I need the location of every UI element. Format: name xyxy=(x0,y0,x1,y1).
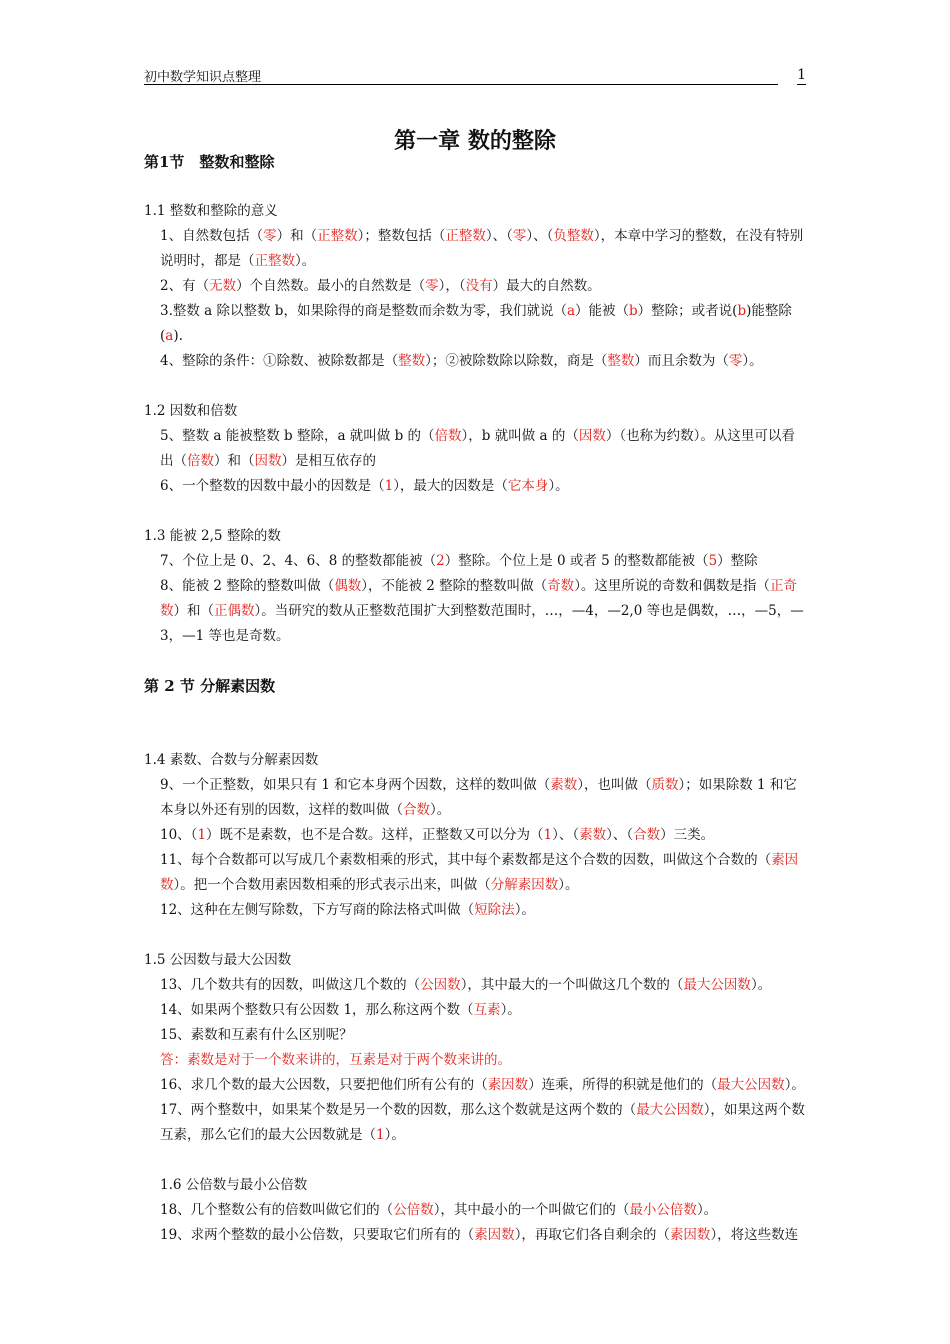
header-rule xyxy=(144,84,778,85)
answer-highlight: 正整数 xyxy=(317,228,358,244)
answer-highlight: 公因数 xyxy=(420,977,461,993)
text-run: ）。 xyxy=(558,877,579,893)
paragraph xyxy=(144,574,808,649)
text-run: 7、个位上是 0、2、4、6、8 的整数都能被（ xyxy=(160,553,437,569)
text-run: ）。 xyxy=(295,253,316,269)
subsection-title: 1.5 公因数与最大公因数 xyxy=(144,952,292,968)
text-run: ）。这里所说的奇数和偶数是指（ xyxy=(574,578,770,594)
text-run: 3.整数 a 除以整数 b，如果除得的商是整数而余数为零，我们就说（ xyxy=(160,303,567,319)
paragraph xyxy=(144,998,808,1023)
text-run: ）既不是素数，也不是合数。这样，正整数又可以分为（ xyxy=(206,827,544,843)
text-run: ），b 就叫做 a 的（ xyxy=(461,428,579,444)
spacer xyxy=(144,723,808,748)
paragraph xyxy=(144,898,808,923)
answer-highlight: 1 xyxy=(384,478,394,494)
text-run: 17、两个整数中，如果某个数是另一个数的因数，那么这个数就是这两个数的（ xyxy=(160,1102,637,1118)
text-run: 15、素数和互素有什么区别呢？ xyxy=(160,1027,353,1043)
answer-highlight: 最小公倍数 xyxy=(629,1202,697,1218)
text-run: ）。 xyxy=(430,802,451,818)
subsection-title: 1.3 能被 2,5 整除的数 xyxy=(144,528,281,544)
answer-highlight: b xyxy=(737,303,747,319)
text-run: 13、几个数共有的因数，叫做这几个数的（ xyxy=(160,977,421,993)
paragraph xyxy=(144,1223,808,1248)
text-run: 18、几个整数公有的倍数叫做它们的（ xyxy=(160,1202,394,1218)
text-run: ），将这些数连 xyxy=(710,1227,799,1243)
answer-highlight: 正整数 xyxy=(445,228,486,244)
answer-highlight: 无数 xyxy=(209,278,237,294)
paragraph xyxy=(144,549,808,574)
answer-highlight: 奇数 xyxy=(547,578,575,594)
text-run: 2、有（ xyxy=(160,278,210,294)
text-run: ）整除 xyxy=(717,553,758,569)
paragraph xyxy=(144,274,808,299)
text-run: 5、整数 a 能被整数 b 整除，a 就叫做 b 的（ xyxy=(160,428,435,444)
text-run: ）整除；或者说( xyxy=(637,303,738,319)
text-run: ）而且余数为（ xyxy=(634,353,729,369)
document-body xyxy=(144,150,808,1248)
text-run: 8、能被 2 整除的整数叫做（ xyxy=(160,578,335,594)
text-run: ），不能被 2 整除的整数叫做（ xyxy=(361,578,548,594)
answer-highlight: 短除法 xyxy=(474,902,515,918)
text-run: ). xyxy=(173,328,183,344)
answer-highlight: 素因数 xyxy=(474,1227,515,1243)
text-run: ）。 xyxy=(784,1077,805,1093)
answer-highlight: 因数 xyxy=(254,453,282,469)
answer-highlight: 素因数 xyxy=(487,1077,529,1093)
text-run: ），再取它们各自剩余的（ xyxy=(514,1227,670,1243)
text-run: 19、求两个整数的最小公倍数，只要取它们所有的（ xyxy=(160,1227,475,1243)
text-run: ）、（ xyxy=(606,827,634,843)
answer-highlight: a xyxy=(566,303,576,319)
text-run: ）。 xyxy=(750,977,772,993)
answer-highlight: 正奇数 xyxy=(160,578,797,619)
answer-highlight: 它本身 xyxy=(507,478,549,494)
text-run: 9、一个正整数，如果只有 1 和它本身两个因数，这样的数叫做（ xyxy=(160,777,551,793)
answer-highlight: 合数 xyxy=(633,827,661,843)
text-run: ）；②被除数除以除数，商是（ xyxy=(425,353,608,369)
answer-highlight: 答：素数是对于一个数来讲的，互素是对于两个数来讲的。 xyxy=(160,1052,511,1068)
spacer xyxy=(144,698,808,723)
answer-highlight: 正偶数 xyxy=(214,603,255,619)
text-run: ）整除。个位上是 0 或者 5 的整数都能被（ xyxy=(444,553,709,569)
subsection-title: 1.1 整数和整除的意义 xyxy=(144,203,278,219)
answer-highlight: 最大公因数 xyxy=(636,1102,704,1118)
text-run: ），其中最小的一个叫做它们的（ xyxy=(433,1202,630,1218)
page-number: 1 xyxy=(797,67,806,83)
paragraph xyxy=(144,1198,808,1223)
spacer xyxy=(144,374,808,399)
text-run: 4、整除的条件：①除数、被除数都是（ xyxy=(160,353,399,369)
page-header xyxy=(144,64,806,86)
answer-highlight: 最大公因数 xyxy=(683,977,751,993)
section-title: 第 2 节 分解素因数 xyxy=(144,677,276,695)
text-run: ）、（ xyxy=(526,228,554,244)
spacer xyxy=(144,174,808,199)
paragraph xyxy=(144,1023,808,1048)
answer-highlight: 1 xyxy=(543,827,553,843)
text-run: ），最大的因数是（ xyxy=(393,478,508,494)
answer-highlight: 没有 xyxy=(465,278,493,294)
section-title: 第1节 整数和整除 xyxy=(144,153,275,171)
answer-highlight: 素数 xyxy=(579,827,607,843)
text-run: 16、求几个数的最大公因数，只要把他们所有公有的（ xyxy=(160,1077,488,1093)
text-run: ）、（ xyxy=(485,228,513,244)
paragraph xyxy=(144,1048,808,1073)
paragraph xyxy=(144,349,808,374)
text-run: ），如果这两个数互素，那么它们的最大公因数就是（ xyxy=(160,1102,805,1143)
text-run: ）。 xyxy=(514,902,535,918)
text-run: ）。把一个合数用素因数相乘的形式表示出来，叫做（ xyxy=(173,877,491,893)
answer-highlight: 2 xyxy=(436,553,445,569)
answer-highlight: 因数 xyxy=(578,428,606,444)
text-run: ），（ xyxy=(438,278,466,294)
paragraph xyxy=(144,773,808,823)
answer-highlight: 倍数 xyxy=(187,453,214,469)
answer-highlight: b xyxy=(629,303,638,319)
text-run: ）。 xyxy=(742,353,763,369)
text-run: ）；整数包括（ xyxy=(357,228,446,244)
spacer xyxy=(144,649,808,674)
spacer xyxy=(144,923,808,948)
spacer xyxy=(144,499,808,524)
answer-highlight: 整数 xyxy=(398,353,426,369)
text-run: 11、每个合数都可以写成几个素数相乘的形式，其中每个素数都是这个合数的因数，叫做这个合数的（ xyxy=(160,852,772,868)
answer-highlight: a xyxy=(165,328,174,344)
answer-highlight: 质数 xyxy=(651,777,679,793)
paragraph xyxy=(144,299,808,349)
text-run: 1、自然数包括（ xyxy=(160,228,264,244)
text-run: )能整除( xyxy=(160,303,792,344)
text-run: ）和（ xyxy=(173,603,214,619)
text-run: 6、一个整数的因数中最小的因数是（ xyxy=(160,478,385,494)
answer-highlight: 偶数 xyxy=(334,578,362,594)
answer-highlight: 倍数 xyxy=(434,428,462,444)
text-run: ），也叫做（ xyxy=(577,777,652,793)
text-run: ）和（ xyxy=(214,453,255,469)
answer-highlight: 合数 xyxy=(403,802,430,818)
answer-highlight: 整数 xyxy=(607,353,635,369)
text-run: ）；如果除数 1 和它本身以外还有别的因数，这样的数叫做（ xyxy=(160,777,797,818)
text-run: ）三类。 xyxy=(660,827,715,843)
answer-highlight: 素数 xyxy=(550,777,578,793)
text-run: ）。 xyxy=(384,1127,405,1143)
answer-highlight: 零 xyxy=(425,278,439,294)
text-run: 10、（ xyxy=(160,827,198,843)
answer-highlight: 零 xyxy=(263,228,277,244)
answer-highlight: 分解素因数 xyxy=(490,877,559,893)
paragraph xyxy=(144,224,808,274)
answer-highlight: 公倍数 xyxy=(393,1202,434,1218)
subsection-title: 1.4 素数、合数与分解素因数 xyxy=(144,752,319,768)
answer-highlight: 零 xyxy=(728,353,743,369)
answer-highlight: 1 xyxy=(197,827,207,843)
text-run: ），其中最大的一个叫做这几个数的（ xyxy=(460,977,684,993)
text-run: ）（也称为约数）。从这里可以看出（ xyxy=(160,428,795,469)
text-run: ）、（ xyxy=(552,827,580,843)
text-run: ）。 xyxy=(500,1002,521,1018)
answer-highlight: 5 xyxy=(708,553,718,569)
chapter-title: 第一章 数的整除 xyxy=(394,128,556,154)
paragraph xyxy=(144,424,808,474)
answer-highlight: 负整数 xyxy=(553,228,594,244)
text-run: ）连乘，所得的积就是他们的（ xyxy=(528,1077,718,1093)
text-run: ）个自然数。最小的自然数是（ xyxy=(236,278,426,294)
answer-highlight: 零 xyxy=(512,228,527,244)
text-run: 12、这种在左侧写除数，下方写商的除法格式叫做（ xyxy=(160,902,475,918)
text-run: ）和（ xyxy=(276,228,318,244)
text-run: ）最大的自然数。 xyxy=(492,278,601,294)
text-run: 14、如果两个整数只有公因数 1，那么称这两个数（ xyxy=(160,1002,474,1018)
answer-highlight: 1 xyxy=(376,1127,385,1143)
answer-highlight: 互素 xyxy=(473,1002,501,1018)
answer-highlight: 正整数 xyxy=(254,253,295,269)
paragraph xyxy=(144,973,808,998)
header-title: 初中数学知识点整理 xyxy=(144,70,262,85)
spacer xyxy=(144,1148,808,1173)
answer-highlight: 素因数 xyxy=(669,1227,711,1243)
paragraph xyxy=(144,1073,808,1098)
text-run: ），本章中学习的整数，在没有特别说明时，都是（ xyxy=(160,228,804,269)
text-run: ）。 xyxy=(548,478,569,494)
answer-highlight: 最大公因数 xyxy=(717,1077,785,1093)
text-run: ）。 xyxy=(696,1202,718,1218)
text-run: ）能被（ xyxy=(575,303,630,319)
paragraph xyxy=(144,823,808,848)
answer-highlight: 素因数 xyxy=(160,852,799,893)
subsection-title: 1.2 因数和倍数 xyxy=(144,403,238,419)
paragraph xyxy=(144,474,808,499)
text-run: ）是相互依存的 xyxy=(281,453,376,469)
paragraph xyxy=(144,848,808,898)
subsection-title: 1.6 公倍数与最小公倍数 xyxy=(160,1177,308,1193)
paragraph xyxy=(144,1098,808,1148)
text-run: ）。当研究的数从正整数范围扩大到整数范围时，…，—4，—2,0 等也是偶数，…，—5，—3，—1 等也是奇数。 xyxy=(160,603,804,644)
